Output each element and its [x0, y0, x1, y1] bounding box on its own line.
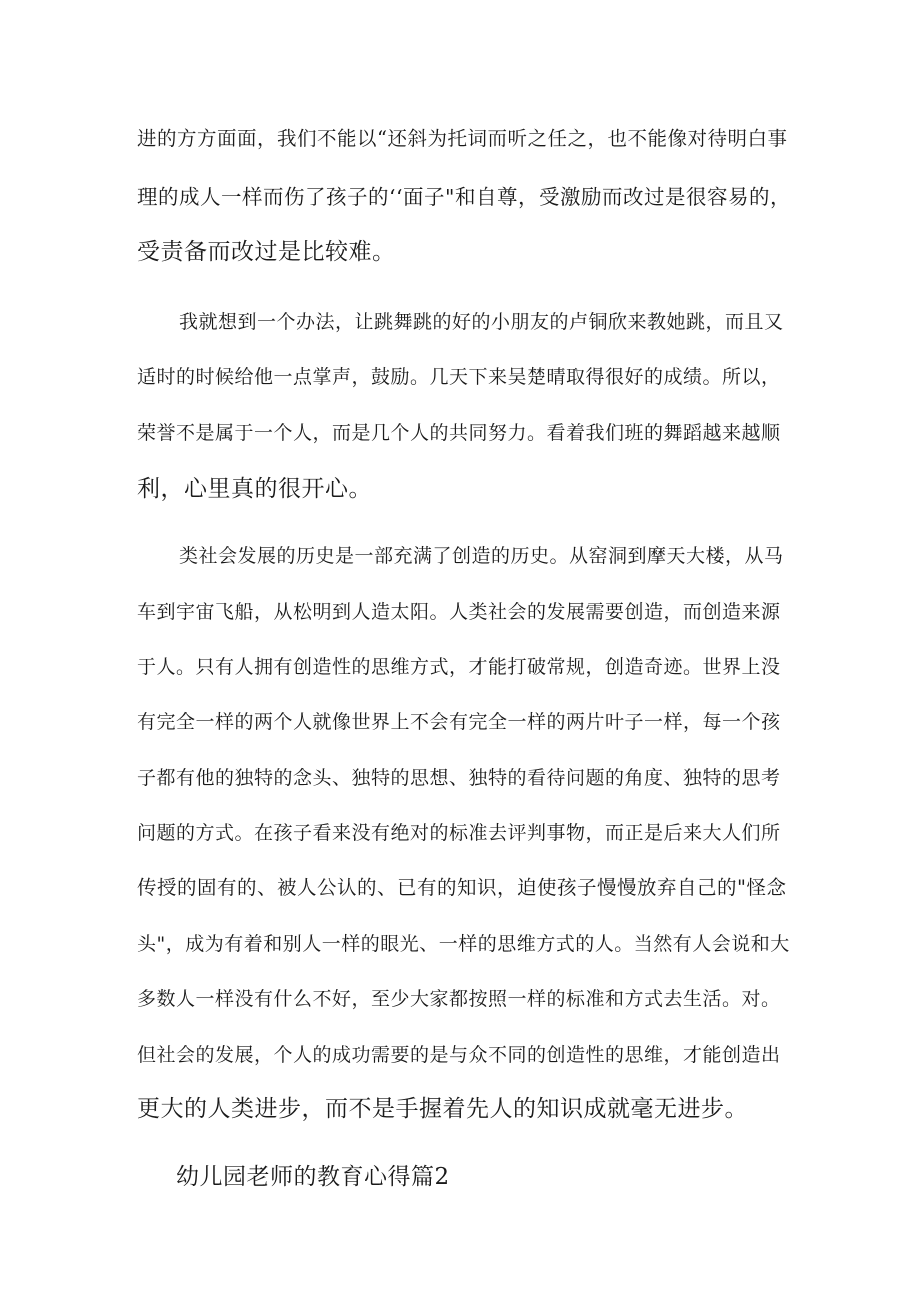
paragraph-2-line-2: 适时的时候给他一点掌声，鼓励。几天下来吴楚晴取得很好的成绩。所以， — [137, 366, 781, 388]
paragraph-2-line-1: 我就想到一个办法，让跳舞跳的好的小朋友的卢铜欣来教她跳，而且又 — [179, 311, 784, 333]
paragraph-3-line-4: 有完全一样的两个人就像世界上不会有完全一样的两片叶子一样，每一个孩 — [137, 711, 781, 733]
paragraph-1-line-2: 理的成人一样而伤了孩子的‘‘面子"和自尊，受激励而改过是很容易的， — [137, 185, 791, 209]
paragraph-2-line-4: 利，心里真的很开心。 — [137, 476, 372, 502]
paragraph-3-line-6: 问题的方式。在孩子看来没有绝对的标准去评判事物，而正是后来大人们所 — [137, 822, 781, 844]
paragraph-3-line-1: 类社会发展的历史是一部充满了创造的历史。从窑洞到摩天大楼，从马 — [179, 545, 784, 567]
paragraph-3-line-7: 传授的固有的、被人公认的、已有的知识，迫使孩子慢慢放弃自己的"怪念 — [137, 876, 787, 899]
section-heading: 幼儿园老师的教育心得篇2 — [176, 1164, 450, 1190]
paragraph-3-line-2: 车到宇宙飞船，从松明到人造太阳。人类社会的发展需要创造，而创造来源 — [137, 601, 781, 623]
paragraph-1-line-1: 进的方方面面，我们不能以“还斜为托词而听之任之，也不能像对待明白事 — [137, 127, 788, 150]
paragraph-3-line-11: 更大的人类进步，而不是手握着先人的知识成就毫无进步。 — [137, 1096, 748, 1122]
paragraph-3-line-9: 多数人一样没有什么不好，至少大家都按照一样的标准和方式去生活。对。 — [137, 988, 781, 1010]
paragraph-2-line-3: 荣誉不是属于一个人，而是几个人的共同努力。看着我们班的舞蹈越来越顺 — [137, 422, 781, 444]
paragraph-1-line-3: 受责备而改过是比较难。 — [137, 239, 396, 265]
paragraph-3-line-3: 于人。只有人拥有创造性的思维方式，才能打破常规，创造奇迹。世界上没 — [137, 656, 781, 678]
paragraph-3-line-10: 但社会的发展，个人的成功需要的是与众不同的创造性的思维，才能创造出 — [137, 1044, 781, 1066]
paragraph-3-line-5: 子都有他的独特的念头、独特的思想、独特的看待问题的角度、独特的思考 — [137, 767, 781, 789]
paragraph-3-line-8: 头"，成为有着和别人一样的眼光、一样的思维方式的人。当然有人会说和大 — [137, 933, 790, 955]
